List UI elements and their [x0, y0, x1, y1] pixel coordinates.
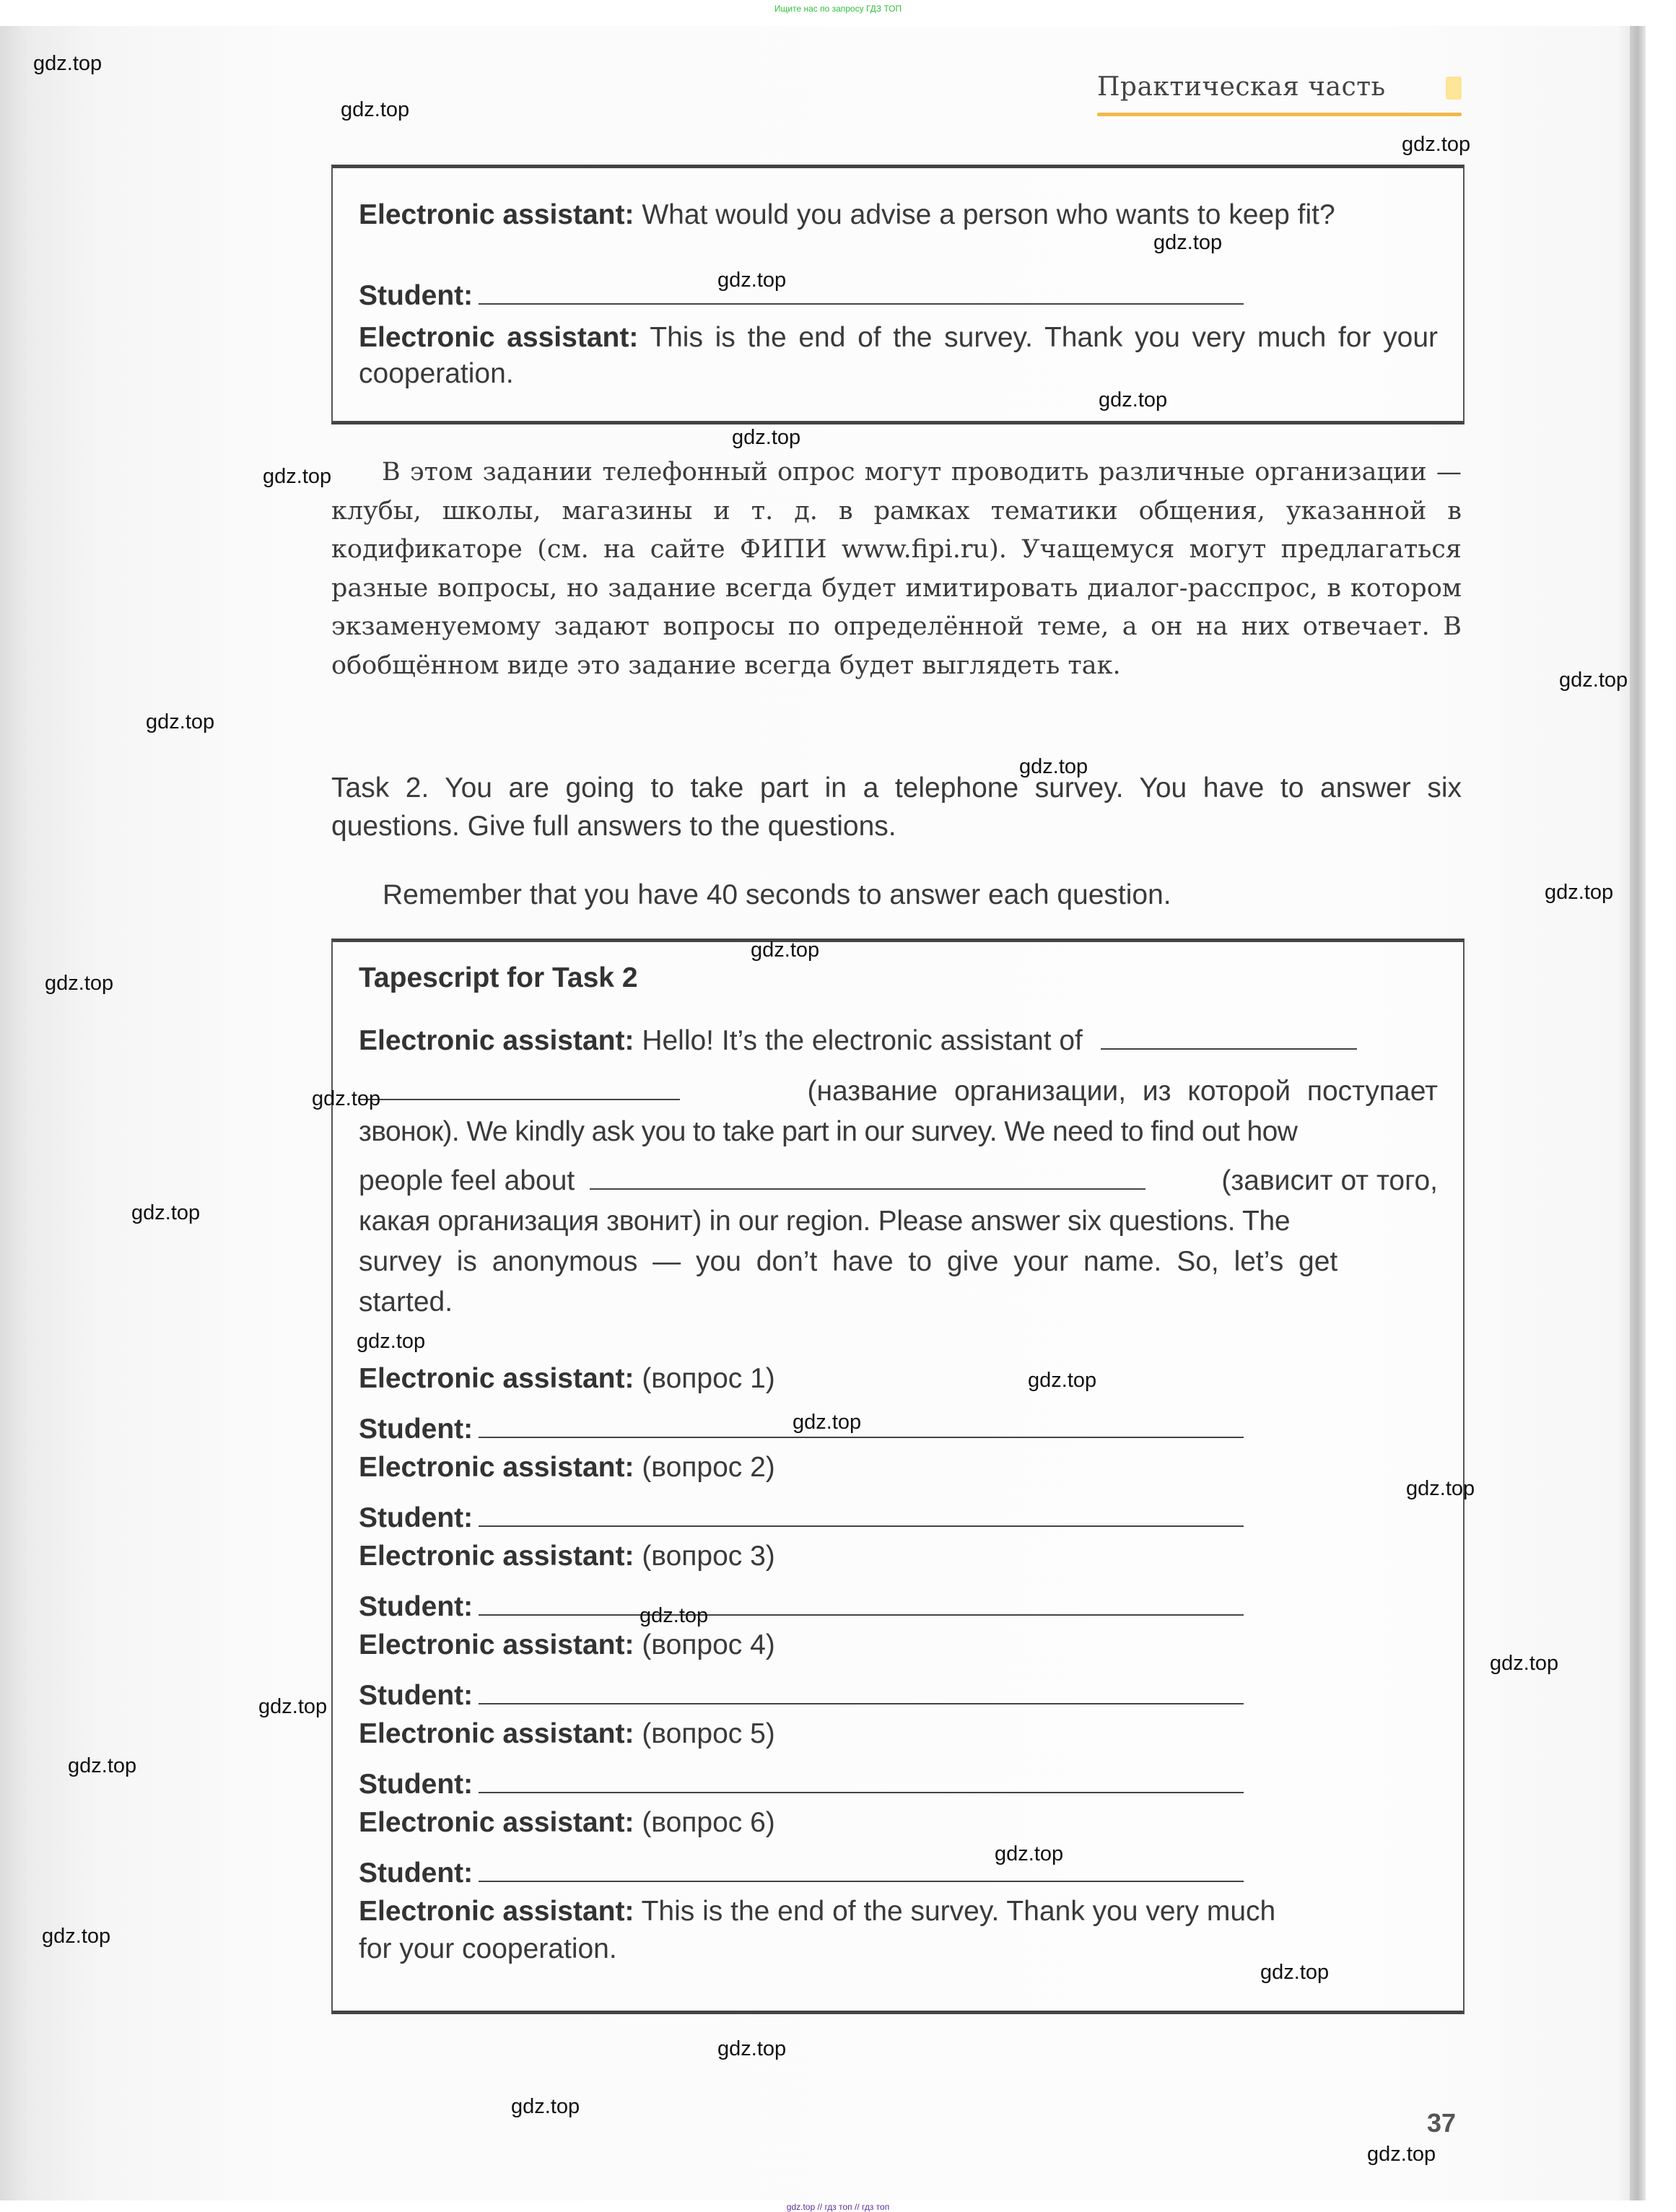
watermark: gdz.top [1019, 755, 1088, 778]
watermark: gdz.top [1406, 1477, 1475, 1500]
intro-text: (зависит от того, [1221, 1165, 1438, 1196]
speaker-label: Electronic assistant: [359, 1363, 634, 1394]
watermark: gdz.top [717, 269, 787, 292]
organization-blank-continued[interactable] [359, 1074, 680, 1100]
end-text: This is the end of the survey. Thank you very much [641, 1896, 1276, 1927]
speaker-label: Electronic assistant: [359, 1718, 634, 1749]
intro-text: people feel about [359, 1165, 575, 1196]
watermark: gdz.top [33, 52, 102, 75]
intro-line-6: survey is anonymous — you don’t have to give your name. So, let’s get [359, 1246, 1338, 1277]
intro-text: Hello! It’s the electronic assistant of [642, 1025, 1083, 1056]
watermark: gdz.top [341, 98, 410, 121]
section-header [1097, 72, 1462, 102]
speaker-label: Electronic assistant: [359, 199, 634, 230]
assistant-end [359, 320, 1438, 392]
watermark: gdz.top [42, 1925, 111, 1948]
dialogue-box-end [331, 165, 1465, 424]
header-rule [1097, 113, 1462, 116]
answer-blank[interactable] [479, 1590, 1244, 1616]
student-label: Student: [359, 1591, 473, 1622]
watermark: gdz.top [45, 972, 114, 995]
question-text: (вопрос 2) [642, 1452, 775, 1483]
watermark: gdz.top [258, 1695, 328, 1718]
organization-blank[interactable] [1101, 1024, 1357, 1050]
watermark: gdz.top [793, 1411, 862, 1434]
assistant-question [359, 197, 1438, 233]
student-label: Student: [359, 1502, 473, 1533]
speaker-label: Electronic assistant: [359, 1541, 634, 1572]
student-line [359, 278, 1244, 314]
section-title: Практическая часть [1097, 72, 1386, 102]
intro-line-2 [359, 1074, 1438, 1110]
watermark: gdz.top [1028, 1369, 1097, 1392]
watermark: gdz.top [995, 1842, 1064, 1865]
watermark: gdz.top [68, 1754, 137, 1777]
watermark: gdz.top [357, 1330, 426, 1353]
student-label: Student: [359, 1769, 473, 1800]
question-5 [359, 1716, 775, 1752]
speaker-label: Electronic assistant: [359, 1896, 634, 1927]
question-text: What would you advise a person who wants to keep fit? [642, 199, 1335, 230]
topic-blank[interactable] [590, 1164, 1145, 1190]
watermark: gdz.top [511, 2095, 580, 2118]
student-label: Student: [359, 1858, 473, 1889]
question-2 [359, 1450, 775, 1486]
page-edge [1630, 26, 1646, 2200]
student-answer-4 [359, 1678, 1244, 1714]
header-marker [1446, 77, 1462, 100]
question-text: (вопрос 6) [642, 1807, 775, 1838]
watermark: gdz.top [131, 1201, 201, 1224]
tapescript-box [331, 939, 1465, 2014]
page-number: 37 [1427, 2108, 1457, 2138]
watermark: gdz.top [1545, 881, 1614, 904]
student-answer-2 [359, 1500, 1244, 1536]
student-answer-6 [359, 1855, 1244, 1891]
watermark: gdz.top [1260, 1961, 1330, 1984]
watermark: gdz.top [1490, 1652, 1559, 1675]
assistant-end [359, 1894, 1275, 1930]
student-label: Student: [359, 280, 473, 311]
time-reminder: Remember that you have 40 seconds to answer each question. [383, 879, 1171, 910]
watermark: gdz.top [263, 465, 332, 488]
watermark: gdz.top [717, 2037, 787, 2060]
speaker-label: Electronic assistant: [359, 1452, 634, 1483]
question-text: (вопрос 4) [642, 1629, 775, 1660]
question-1 [359, 1361, 775, 1397]
answer-blank[interactable] [479, 1412, 1244, 1438]
intro-line-4 [359, 1163, 1438, 1199]
speaker-label: Electronic assistant: [359, 1629, 634, 1660]
answer-blank[interactable] [479, 1678, 1244, 1704]
watermark: gdz.top [1099, 388, 1168, 412]
question-4 [359, 1627, 775, 1663]
watermark: gdz.top [751, 939, 820, 962]
speaker-label: Electronic assistant: [359, 1025, 634, 1056]
instruction-text: В этом задании телефонный опрос могут проводить различные организации — клубы, школы, магазины и т. д. в рамках тематики общения, указанной в кодификаторе (см. на сайте ФИПИ www.fipi.ru). Учащемуся могут предлагаться разные вопросы, но задание всегда будет имитировать диалог-расспрос, в котором экзаменуемому задают вопросы по определённой теме, а он на них отвечает. В обобщённом виде это задание всегда будет выглядеть так. [331, 458, 1462, 680]
student-answer-5 [359, 1767, 1244, 1803]
watermark: gdz.top [146, 710, 215, 733]
end-text: This is the end of the survey. Thank you very much for your cooperation. [359, 322, 1438, 389]
watermark: gdz.top [640, 1604, 709, 1627]
tapescript-title: Tapescript for Task 2 [359, 962, 638, 993]
watermark: gdz.top [312, 1087, 381, 1110]
intro-line-3: звонок). We kindly ask you to take part in our survey. We need to find out how [359, 1116, 1298, 1147]
intro-line-7: started. [359, 1286, 453, 1318]
student-answer-3 [359, 1589, 1244, 1625]
question-text: (вопрос 1) [642, 1363, 775, 1394]
instruction-paragraph [331, 453, 1462, 685]
answer-blank[interactable] [479, 279, 1244, 305]
question-3 [359, 1538, 775, 1575]
intro-line-1 [359, 1023, 1357, 1059]
watermark: gdz.top [1402, 133, 1471, 156]
answer-blank[interactable] [479, 1501, 1244, 1527]
intro-text: (название организации, из которой поступает [807, 1076, 1438, 1107]
bottom-banner: gdz.top // гдз топ // гдз топ [786, 2202, 890, 2212]
watermark: gdz.top [732, 426, 801, 449]
watermark: gdz.top [1367, 2143, 1436, 2166]
watermark: gdz.top [1559, 669, 1628, 692]
question-text: (вопрос 3) [642, 1541, 775, 1572]
watermark: gdz.top [1153, 231, 1223, 254]
question-6 [359, 1805, 775, 1841]
question-text: (вопрос 5) [642, 1718, 775, 1749]
student-label: Student: [359, 1680, 473, 1711]
top-banner: Ищите нас по запросу ГДЗ ТОП [774, 4, 902, 14]
answer-blank[interactable] [479, 1856, 1244, 1882]
task-instruction: Task 2. You are going to take part in a telephone survey. You have to answer six questions. Give full answers to the questions. [331, 772, 1462, 842]
speaker-label: Electronic assistant: [359, 322, 639, 353]
answer-blank[interactable] [479, 1767, 1244, 1793]
student-label: Student: [359, 1414, 473, 1445]
speaker-label: Electronic assistant: [359, 1807, 634, 1838]
assistant-end-continued: for your cooperation. [359, 1933, 617, 1964]
intro-line-5: какая организация звонит) in our region. Please answer six questions. The [359, 1206, 1291, 1237]
